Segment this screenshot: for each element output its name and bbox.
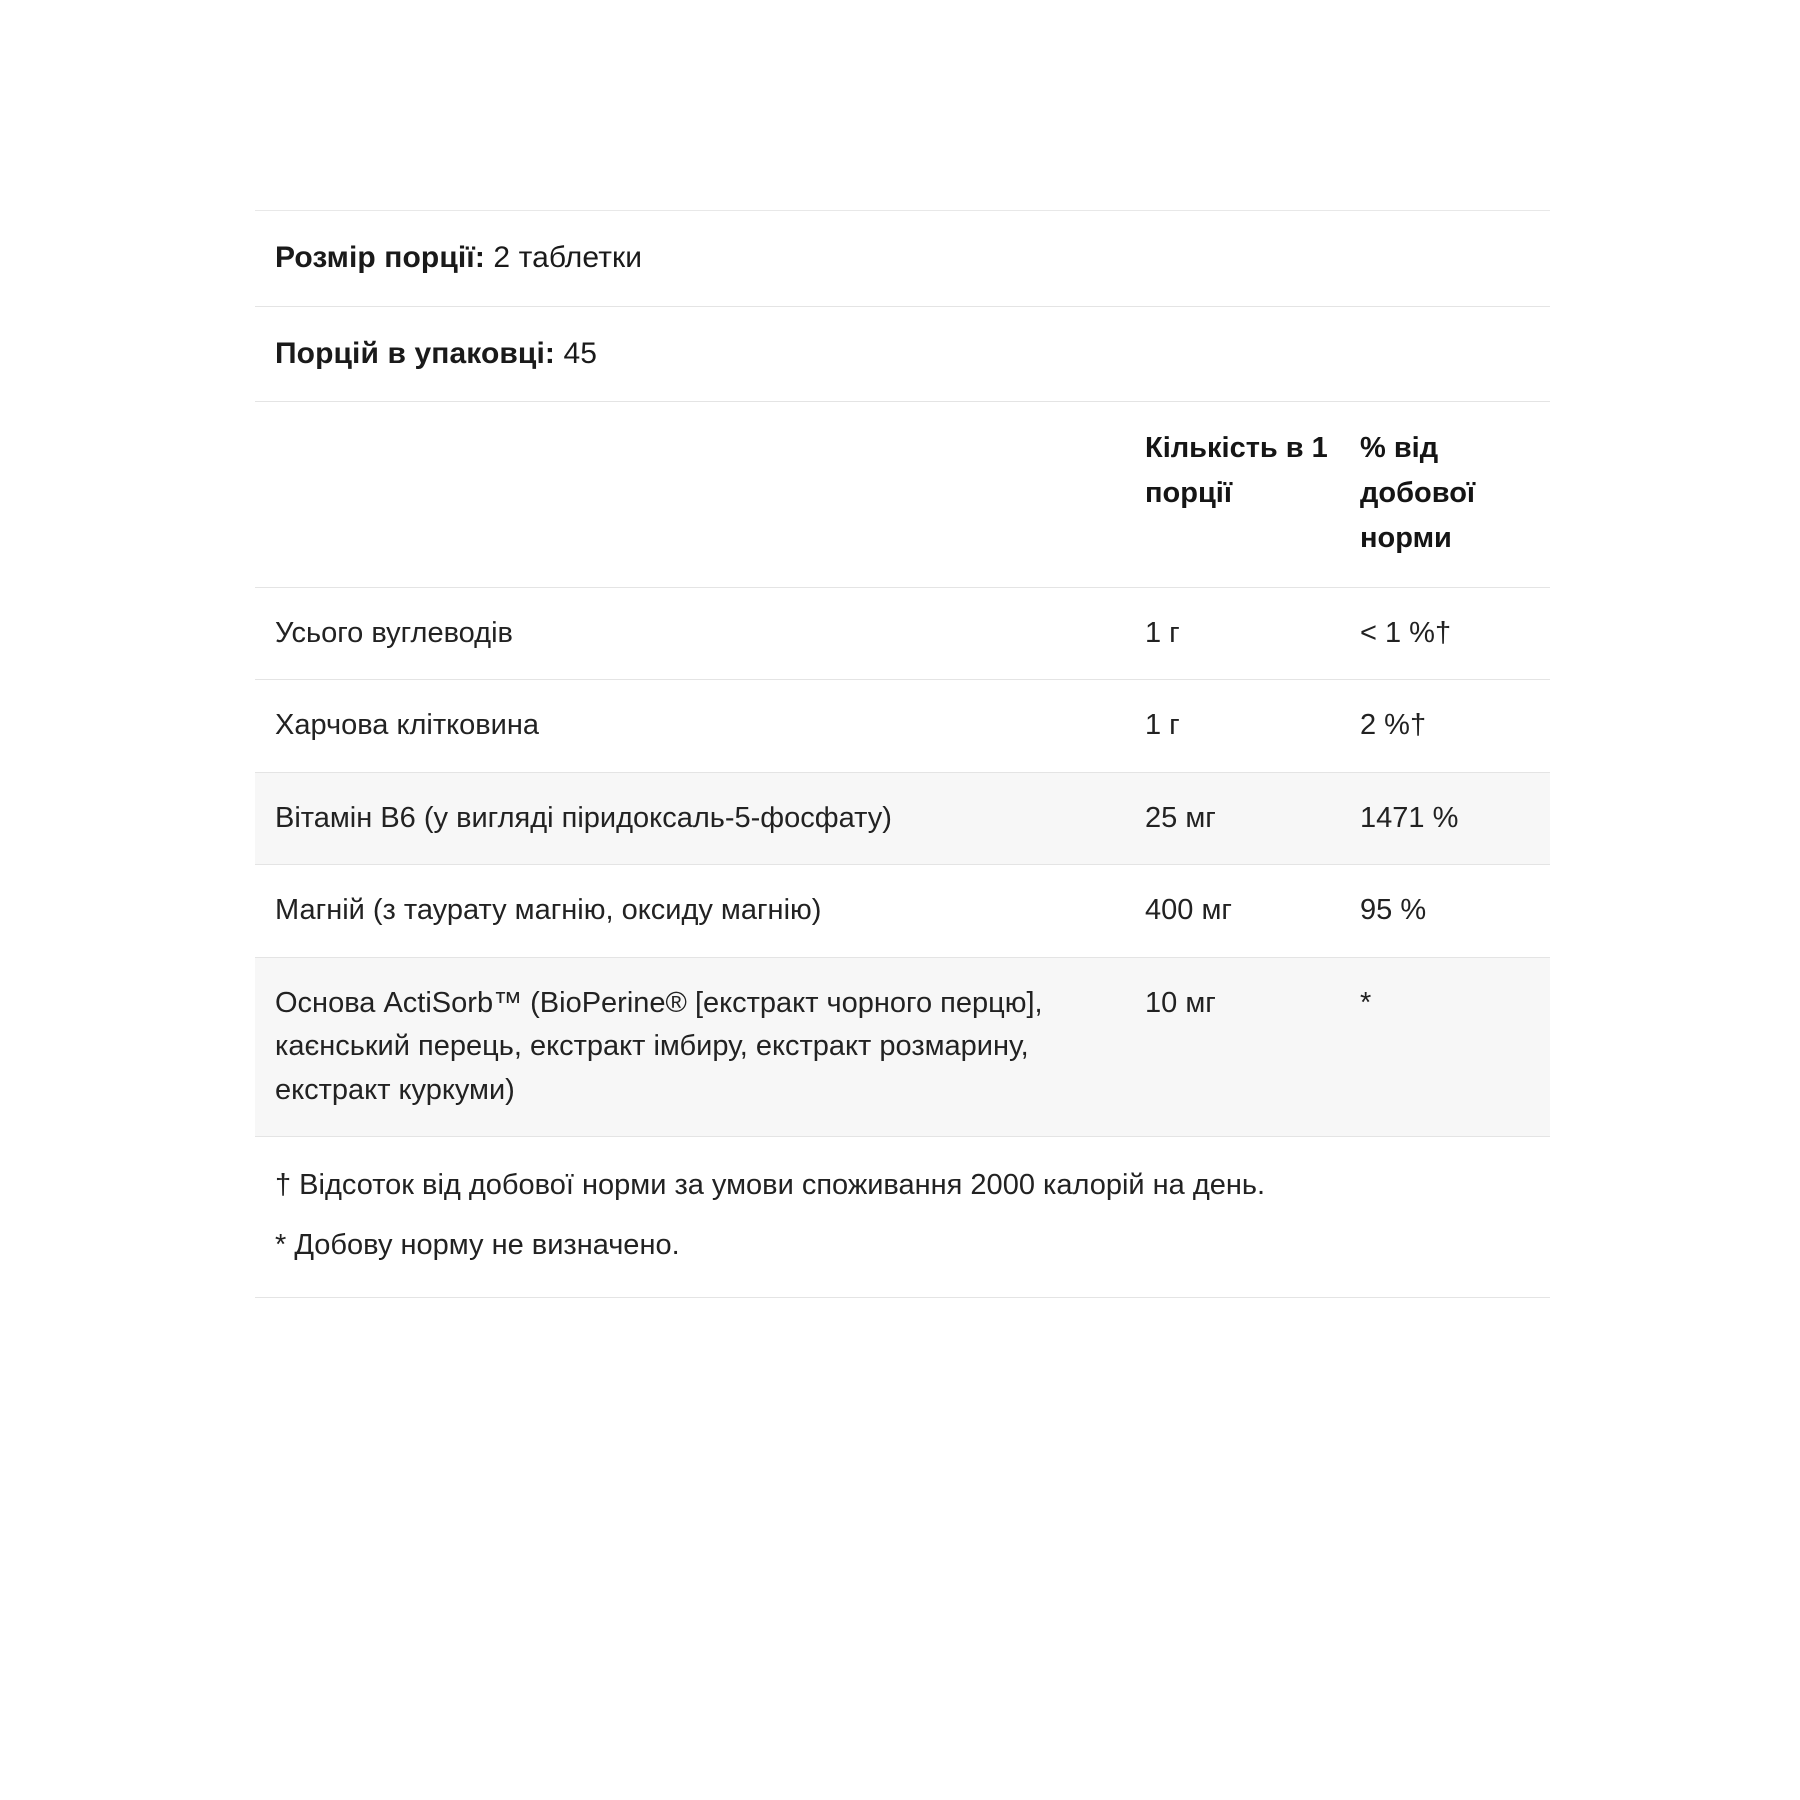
footnotes — [255, 1136, 1550, 1297]
servings-per-container-label: Порцій в упаковці: — [275, 336, 555, 370]
nutrient-daily-value: < 1 %† — [1360, 616, 1452, 649]
table-header-row — [255, 401, 1550, 587]
nutrient-name: Вітамін B6 (у вигляді піридоксаль-5-фосфату) — [275, 801, 892, 834]
column-header-amount: Кількість в 1 порції — [1145, 432, 1328, 509]
nutrient-amount: 10 мг — [1145, 986, 1216, 1019]
footnote-daily-value: † Відсоток від добової норми за умови споживання 2000 калорій на день. — [275, 1169, 1266, 1202]
table-row — [255, 679, 1550, 772]
nutrient-daily-value: 2 %† — [1360, 709, 1427, 742]
nutrient-name: Усього вуглеводів — [275, 616, 513, 649]
column-header-name — [275, 426, 1145, 561]
serving-size-row — [255, 210, 1550, 306]
servings-per-container-row — [255, 306, 1550, 402]
supplement-facts-table — [255, 210, 1550, 1298]
footnote-not-established: * Добову норму не визначено. — [275, 1229, 680, 1262]
table-row — [255, 772, 1550, 865]
serving-size-label: Розмір порції: — [275, 241, 485, 274]
table-row — [255, 587, 1550, 680]
nutrient-name: Основа ActiSorb™ (BioPerine® [екстракт чорного перцю], каєнський перець, екстракт імбиру, екстракт розмарину, екстракт куркуми) — [275, 986, 1043, 1106]
nutrient-name: Харчова клітковина — [275, 709, 540, 742]
nutrient-daily-value: 95 % — [1360, 894, 1427, 927]
nutrient-daily-value: * — [1360, 986, 1372, 1019]
nutrient-amount: 25 мг — [1145, 801, 1216, 834]
column-header-daily-value: % від добової норми — [1360, 432, 1476, 554]
servings-per-container-value: 45 — [563, 336, 598, 370]
nutrient-amount: 400 мг — [1145, 894, 1232, 927]
table-bottom-divider — [255, 1297, 1550, 1298]
nutrient-name: Магній (з таурату магнію, оксиду магнію) — [275, 894, 822, 927]
table-row — [255, 957, 1550, 1137]
table-row — [255, 864, 1550, 957]
nutrient-daily-value: 1471 % — [1360, 801, 1459, 834]
nutrient-amount: 1 г — [1145, 709, 1180, 742]
nutrient-amount: 1 г — [1145, 616, 1180, 649]
serving-size-value: 2 таблетки — [493, 241, 643, 274]
